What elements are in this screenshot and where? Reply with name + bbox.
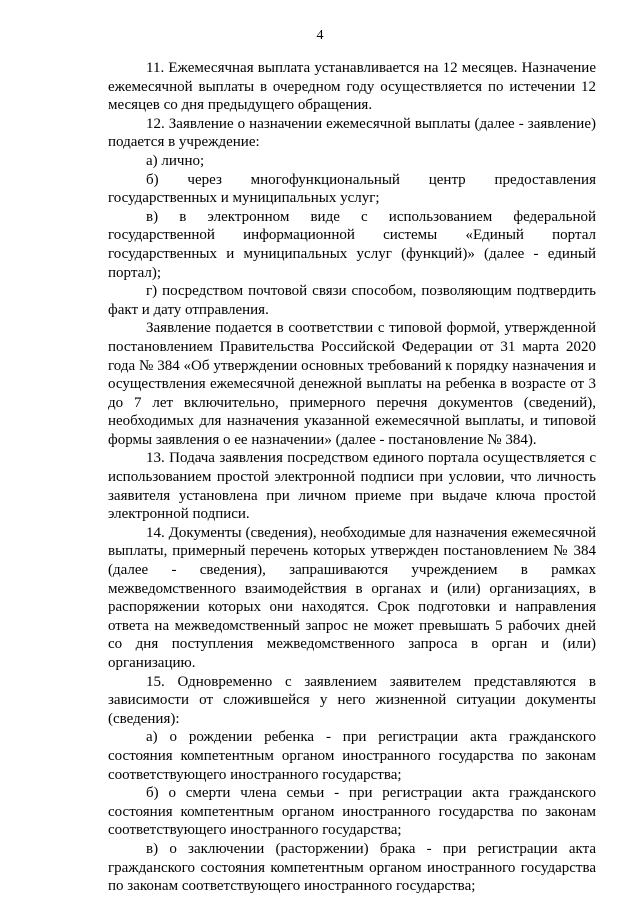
paragraph-15: 15. Одновременно с заявлением заявителем представляются в зависимости от сложившейся у него жизненной ситуации документы (сведения):: [108, 673, 596, 727]
paragraph-14: 14. Документы (сведения), необходимые для назначения ежемесячной выплаты, примерный перечень которых утвержден постановлением № 384 (далее - сведения), запрашиваются учреждением в рамках межведомственного взаимодействия в органах и (или) организациях, в распоряжении которых они находятся. Срок подготовки и направления ответа на межведомственный запрос не может превышать 5 рабочих дней со дня поступления межведомственного запроса в орган и (или) организацию.: [108, 524, 596, 671]
paragraph-application-form: Заявление подается в соответствии с типовой формой, утвержденной постановлением Правительства Российской Федерации от 31 марта 2020 года № 384 «Об утверждении основных требований к порядку назначения и осуществления ежемесячной денежной выплаты на ребенка в возрасте от 3 до 7 лет включительно, примерного перечня документов (сведений), необходимых для назначения указанной ежемесячной выплаты, и типовой формы заявления о ее назначении» (далее - постановление № 384).: [108, 320, 596, 448]
paragraph-12: 12. Заявление о назначении ежемесячной выплаты (далее - заявление) подается в учреждение:: [108, 115, 596, 151]
paragraph-15-item-v: в) о заключении (расторжении) брака - при регистрации акта гражданского состояния компетентным органом иностранного государства по законам соответствующего иностранного государства;: [108, 840, 596, 895]
paragraph-12-item-a: а) лично;: [146, 152, 205, 169]
paragraph-15-item-b: б) о смерти члена семьи - при регистрации акта гражданского состояния компетентным органом иностранного государства по законам соответствующего иностранного государства;: [108, 785, 596, 839]
paragraph-12-item-b: б) через многофункциональный центр предоставления государственных и муниципальных услуг;: [108, 171, 596, 207]
paragraph-12-item-v: в) в электронном виде с использованием федеральной государственной информационной системы «Единый портал государственных и муниципальных услуг (функций)» (далее - единый портал);: [108, 208, 596, 281]
page-number: 4: [316, 28, 324, 43]
paragraph-13: 13. Подача заявления посредством единого портала осуществляется с использованием простой электронной подписи при условии, что личность заявителя установлена при личном приеме при выдаче ключа простой электронной подписи.: [108, 450, 596, 523]
document-body: [108, 59, 596, 896]
paragraph-15-item-a: а) о рождении ребенка - при регистрации акта гражданского состояния компетентным органом иностранного государства по законам соответствующего иностранного государства;: [108, 729, 596, 783]
paragraph-11: 11. Ежемесячная выплата устанавливается на 12 месяцев. Назначение ежемесячной выплаты в очередном году осуществляется по истечении 12 месяцев со дня предыдущего обращения.: [108, 60, 596, 114]
paragraph-12-item-g: г) посредством почтовой связи способом, позволяющим подтвердить факт и дату отправления.: [108, 283, 596, 318]
